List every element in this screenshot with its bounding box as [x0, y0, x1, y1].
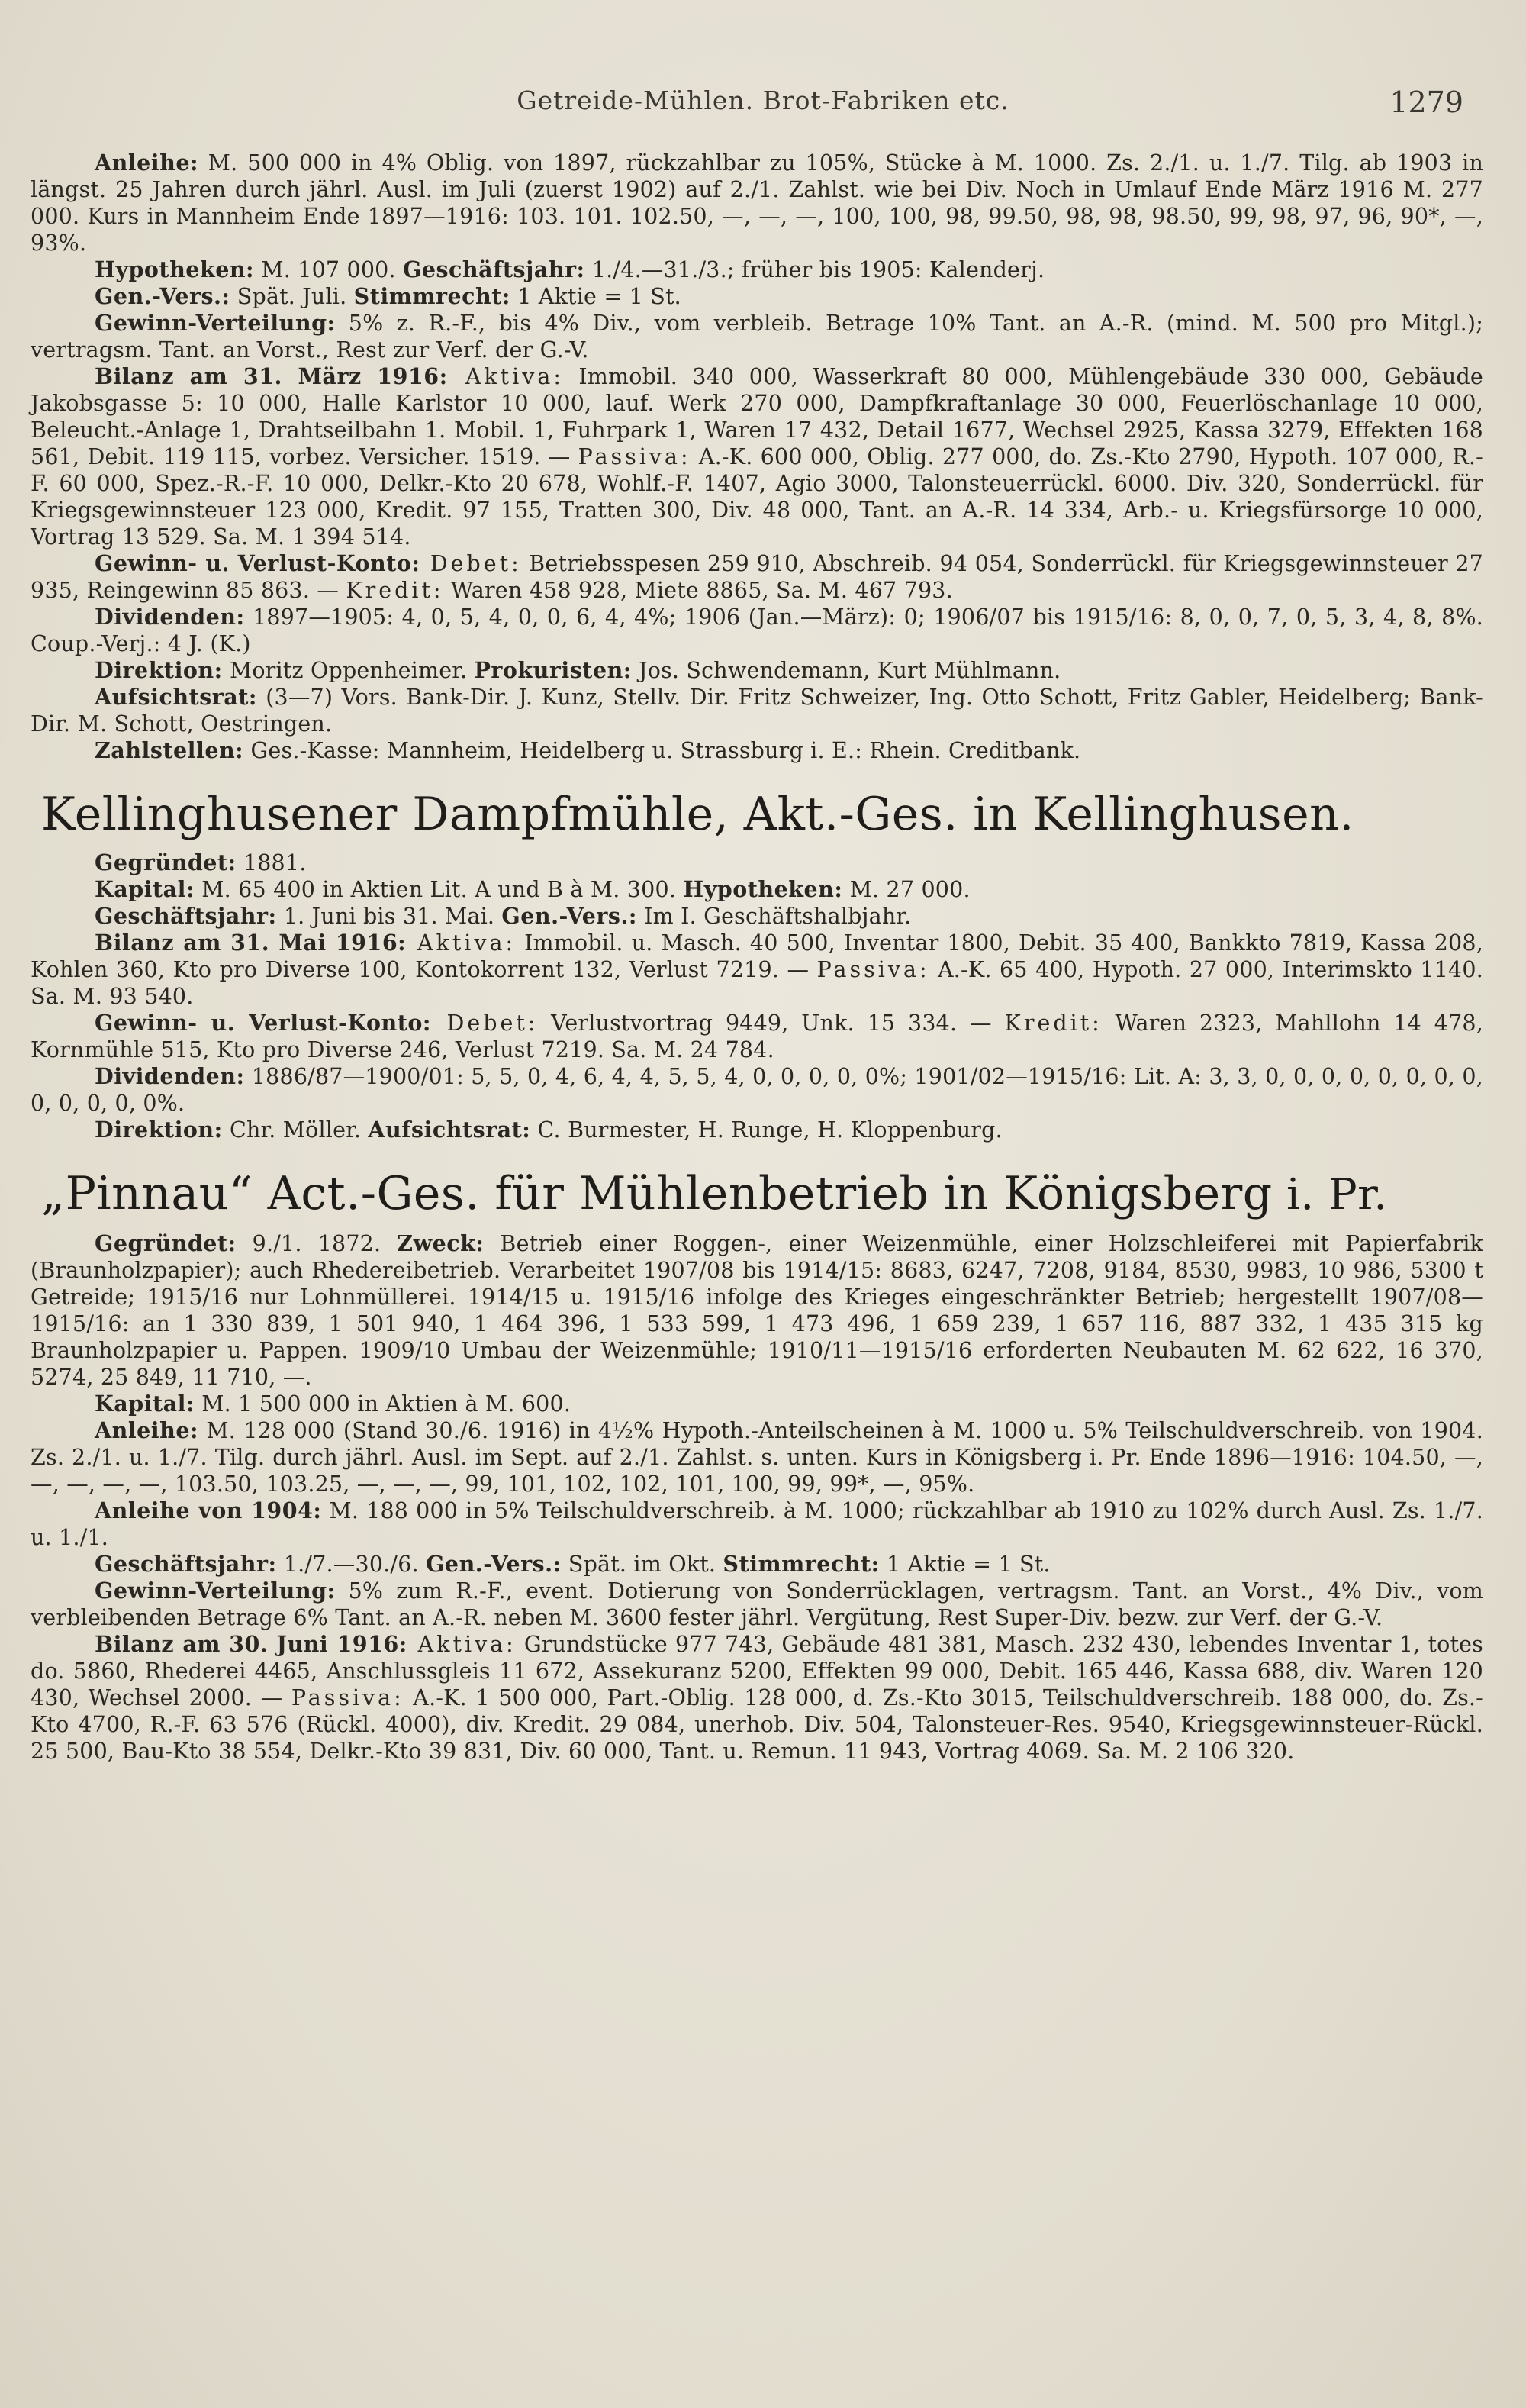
- entry-label: Zweck:: [397, 1230, 485, 1256]
- entry-text: M. 1 500 000 in Aktien à M. 600.: [194, 1391, 571, 1417]
- entry-paragraph: [31, 150, 1483, 256]
- entry-text: Betriebsspesen 259 910, Abschreib. 94 054, Sonderrückl. für Kriegsgewinnsteuer 27 935, Reingewinn 85 863. —: [31, 551, 1483, 603]
- entry-paragraph: [31, 684, 1483, 737]
- entry-text: M. 188 000 in 5% Teilschuldverschreib. à M. 1000; rückzahlbar ab 1910 zu 102% durch Ausl. Zs. 1./7. u. 1./1.: [31, 1498, 1483, 1550]
- entry-label: Bilanz am 31. März 1916:: [95, 363, 448, 389]
- entry-label: Geschäftsjahr:: [95, 1551, 277, 1577]
- entry-label: Stimmrecht:: [353, 283, 510, 309]
- entry-text: M. 107 000.: [254, 257, 404, 282]
- entry-text: Im I. Geschäftshalbjahr.: [636, 904, 912, 929]
- entry-paragraph: [31, 657, 1483, 684]
- entry-text: Grundstücke 977 743, Gebäude 481 381, Masch. 232 430, lebendes Inventar 1, totes do. 5860, Rhederei 4465, Anschlussgleis 11 672, Assekuranz 5200, Effekten 99 000, Debit. 165 446, Kassa 688, div. Waren 120 430, Wechsel 2000. —: [31, 1632, 1483, 1710]
- entry-label: Dividenden:: [95, 604, 245, 630]
- entry-text: 9./1. 1872.: [236, 1231, 398, 1256]
- entry-text: M. 500 000 in 4% Oblig. von 1897, rückzahlbar zu 105%, Stücke à M. 1000. Zs. 2./1. u. 1./7. Tilg. ab 1903 in längst. 25 Jahren durch jährl. Ausl. im Juli (zuerst 1902) auf 2./1. Zahlst. wie bei Div. Noch in Umlauf Ende März 1916 M. 277 000. Kurs in Mannheim Ende 1897—1916: 103. 101. 102.50, —, —, —, 100, 100, 98, 99.50, 98, 98, 98.50, 99, 98, 97, 96, 90*, —, 93%.: [31, 150, 1483, 256]
- entry-label: Zahlstellen:: [95, 737, 244, 763]
- spaced-label: Kredit:: [346, 578, 444, 603]
- entry-paragraph: [31, 363, 1483, 550]
- entry-label: Anleihe:: [95, 150, 198, 176]
- entry-text: Spät. im Okt.: [561, 1552, 723, 1577]
- entry-text: Waren 458 928, Miete 8865, Sa. M. 467 793.: [443, 578, 953, 603]
- entry-label: Kapital:: [95, 876, 195, 902]
- entry-text: Waren 2323, Mahllohn 14 478, Kornmühle 515, Kto pro Diverse 246, Verlust 7219. Sa. M. 24 784.: [31, 1011, 1483, 1062]
- entry-text: 5% z. R.-F., bis 4% Div., vom verbleib. Betrage 10% Tant. an A.-R. (mind. M. 500 pro Mitgl.); vertragsm. Tant. an Vorst., Rest zur Verf. der G.-V.: [31, 311, 1483, 363]
- entry-paragraph: [31, 930, 1483, 1010]
- entry-text: Verlustvortrag 9449, Unk. 15 334. —: [538, 1011, 1005, 1036]
- spaced-label: Debet:: [420, 551, 522, 576]
- company-heading-3: [41, 1166, 1483, 1223]
- spaced-label: Kredit:: [1004, 1011, 1103, 1036]
- company-name: Kellinghusener Dampfmühle, Akt.-Ges. in Kellinghusen.: [41, 788, 1354, 841]
- entry-text: Spät. Juli.: [230, 284, 354, 309]
- entry-paragraph: [31, 283, 1483, 310]
- entry-text: 1897—1905: 4, 0, 5, 4, 0, 0, 6, 4, 4%; 1906 (Jan.—März): 0; 1906/07 bis 1915/16: 8, 0, 0, 7, 0, 5, 3, 4, 8, 8%. Coup.-Verj.: 4 J. (K.): [31, 604, 1483, 656]
- page-header: [0, 85, 1526, 124]
- entry-text: Immobil. 340 000, Wasserkraft 80 000, Mühlengebäude 330 000, Gebäude Jakobsgasse 5: 10 000, Halle Karlstor 10 000, lauf. Werk 270 000, Dampfkraftanlage 30 000, Feuerlöschanlage 10 000, Beleucht.-Anlage 1, Drahtseilbahn 1. Mobil. 1, Fuhrpark 1, Waren 17 432, Detail 1677, Wechsel 2925, Kassa 3279, Effekten 168 561, Debit. 119 115, vorbez. Versicher. 1519. —: [31, 364, 1483, 469]
- entry-paragraph: [31, 256, 1483, 283]
- entry-text: A.-K. 1 500 000, Part.-Oblig. 128 000, d. Zs.-Kto 3015, Teilschuldverschreib. 188 000, do. Zs.-Kto 4700, R.-F. 63 576 (Rückl. 4000), div. Kredit. 29 084, unerhob. Div. 504, Talonsteuer-Res. 9540, Kriegsgewinnsteuer-Rückl. 25 500, Bau-Kto 38 554, Delkr.-Kto 39 831, Div. 60 000, Tant. u. Remun. 11 943, Vortrag 4069. Sa. M. 2 106 320.: [31, 1685, 1484, 1764]
- entry-text: A.-K. 600 000, Oblig. 277 000, do. Zs.-Kto 2790, Hypoth. 107 000, R.-F. 60 000, Spez.-R.-F. 10 000, Delkr.-Kto 20 678, Wohlf.-F. 1407, Agio 3000, Talonsteuerrückl. 6000. Div. 320, Sonderrückl. für Kriegsgewinnsteuer 123 000, Kredit. 97 155, Tratten 300, Div. 48 000, Tant. an A.-R. 14 334, Arb.- u. Kriegsfürsorge 10 000, Vortrag 13 529. Sa. M. 1 394 514.: [31, 444, 1484, 550]
- entry-label: Bilanz am 30. Juni 1916:: [95, 1631, 407, 1657]
- company-name-suffix: i. Pr.: [1272, 1170, 1388, 1220]
- entry-paragraph: [31, 1551, 1483, 1578]
- company-name: „Pinnau“ Act.-Ges. für Mühlenbetrieb in Königsberg: [41, 1167, 1273, 1220]
- entry-label: Direktion:: [95, 657, 223, 683]
- entry-label: Bilanz am 31. Mai 1916:: [95, 930, 407, 956]
- entry-label: Aufsichtsrat:: [95, 684, 257, 710]
- entry-paragraph: [31, 1230, 1483, 1391]
- entry-label: Gewinn-Verteilung:: [95, 310, 336, 336]
- spaced-label: Debet:: [430, 1011, 539, 1036]
- entry-text: 1 Aktie = 1 St.: [510, 284, 681, 309]
- entry-paragraph: [31, 1117, 1483, 1143]
- entry-label: Gewinn- u. Verlust-Konto:: [95, 550, 420, 576]
- entry-label: Anleihe:: [95, 1417, 198, 1443]
- entry-text: M. 128 000 (Stand 30./6. 1916) in 4½% Hypoth.-Anteilscheinen à M. 1000 u. 5% Teilschuldverschreib. von 1904. Zs. 2./1. u. 1./7. Tilg. durch jährl. Ausl. im Sept. auf 2./1. Zahlst. s. unten. Kurs in Königsberg i. Pr. Ende 1896—1916: 104.50, —, —, —, —, —, 103.50, 103.25, —, —, —, 99, 101, 102, 102, 101, 100, 99, 99*, —, 95%.: [31, 1418, 1483, 1497]
- entry-text: 1. Juni bis 31. Mai.: [276, 904, 502, 929]
- entry-label: Hypotheken:: [683, 876, 843, 902]
- entry-text: Betrieb einer Roggen-, einer Weizenmühle, einer Holzschleiferei mit Papierfabrik (Braunholzpapier); auch Rhedereibetrieb. Verarbeitet 1907/08 bis 1914/15: 8683, 6247, 7208, 9184, 8530, 9983, 10 986, 5300 t Getreide; 1915/16 nur Lohnmüllerei. 1914/15 u. 1915/16 infolge des Krieges eingeschränkter Betrieb; hergestellt 1907/08—1915/16: an 1 330 839, 1 501 940, 1 464 396, 1 533 599, 1 473 496, 1 659 239, 1 657 116, 887 332, 1 435 315 kg Braunholzpapier u. Pappen. 1909/10 Umbau der Weizenmühle; 1910/11—1915/16 erforderten Neubauten M. 62 622, 16 370, 5274, 25 849, 11 710, —.: [31, 1231, 1483, 1390]
- entry-text: Chr. Möller.: [222, 1117, 369, 1143]
- entry-text: Jos. Schwendemann, Kurt Mühlmann.: [631, 658, 1061, 683]
- spaced-label: Passiva:: [816, 957, 930, 982]
- entry-paragraph: [31, 1578, 1483, 1631]
- entry-text: 5% zum R.-F., event. Dotierung von Sonderrücklagen, vertragsm. Tant. an Vorst., 4% Div., vom verbleibenden Betrage 6% Tant. an A.-R. neben M. 3600 fester jährl. Vergütung, Rest Super-Div. bezw. zur Verf. der G.-V.: [31, 1578, 1483, 1630]
- company-section-3: [31, 1230, 1483, 1765]
- entry-label: Gen.-Vers.:: [501, 903, 637, 929]
- spaced-label: Aktiva:: [447, 364, 564, 389]
- running-title: Getreide-Mühlen. Brot-Fabriken etc.: [517, 85, 1009, 115]
- page-number: 1279: [1389, 85, 1463, 119]
- entry-label: Aufsichtsrat:: [368, 1117, 531, 1143]
- entry-text: 1 Aktie = 1 St.: [879, 1552, 1051, 1577]
- entry-paragraph: [31, 310, 1483, 363]
- entry-paragraph: [31, 1417, 1483, 1497]
- entry-text: Immobil. u. Masch. 40 500, Inventar 1800, Debit. 35 400, Bankkto 7819, Kassa 208, Kohlen 360, Kto pro Diverse 100, Kontokorrent 132, Verlust 7219. —: [31, 930, 1483, 982]
- entry-paragraph: [31, 876, 1483, 903]
- spaced-label: Passiva:: [291, 1685, 404, 1710]
- entry-paragraph: [31, 1497, 1483, 1551]
- entry-label: Dividenden:: [95, 1063, 245, 1089]
- entry-paragraph: [31, 550, 1483, 604]
- entry-label: Geschäftsjahr:: [403, 256, 585, 282]
- spaced-label: Aktiva:: [406, 930, 517, 956]
- entry-label: Gegründet:: [95, 849, 237, 875]
- company-heading-2: [41, 787, 1483, 842]
- entry-label: Hypotheken:: [95, 256, 255, 282]
- entry-paragraph: [31, 1391, 1483, 1417]
- entry-label: Gegründet:: [95, 1230, 237, 1256]
- spaced-label: Aktiva:: [407, 1632, 517, 1657]
- entry-text: (3—7) Vors. Bank-Dir. J. Kunz, Stellv. Dir. Fritz Schweizer, Ing. Otto Schott, Fritz Gabler, Heidelberg; Bank-Dir. M. Schott, Oestringen.: [31, 685, 1483, 737]
- entry-label: Gewinn- u. Verlust-Konto:: [95, 1010, 431, 1036]
- entry-paragraph: [31, 1631, 1483, 1765]
- entry-label: Prokuristen:: [474, 657, 632, 683]
- entry-label: Geschäftsjahr:: [95, 903, 277, 929]
- entry-label: Gewinn-Verteilung:: [95, 1578, 336, 1604]
- entry-label: Stimmrecht:: [723, 1551, 880, 1577]
- entry-label: Gen.-Vers.:: [95, 283, 230, 309]
- entry-paragraph: [31, 849, 1483, 876]
- entry-text: A.-K. 65 400, Hypoth. 27 000, Interimskto 1140. Sa. M. 93 540.: [31, 957, 1483, 1009]
- entry-text: 1./4.—31./3.; früher bis 1905: Kalenderj.: [584, 257, 1045, 282]
- entry-paragraph: [31, 1010, 1483, 1063]
- entry-text: 1881.: [236, 850, 307, 875]
- spaced-label: Passiva:: [578, 444, 691, 469]
- entry-label: Direktion:: [95, 1117, 223, 1143]
- entry-label: Kapital:: [95, 1391, 195, 1417]
- entry-paragraph: [31, 1063, 1483, 1117]
- entry-text: 1./7.—30./6.: [276, 1552, 427, 1577]
- page-content: [31, 150, 1483, 1765]
- company-section-2: [31, 849, 1483, 1143]
- entry-label: Gen.-Vers.:: [426, 1551, 562, 1577]
- entry-text: Moritz Oppenheimer.: [222, 658, 475, 683]
- entry-text: C. Burmester, H. Runge, H. Kloppenburg.: [530, 1117, 1003, 1143]
- entry-text: 1886/87—1900/01: 5, 5, 0, 4, 6, 4, 4, 5, 5, 4, 0, 0, 0, 0, 0%; 1901/02—1915/16: Lit. A: 3, 3, 0, 0, 0, 0, 0, 0, 0, 0, 0, 0, 0, 0, 0%.: [31, 1064, 1483, 1116]
- entry-paragraph: [31, 903, 1483, 930]
- entry-paragraph: [31, 604, 1483, 657]
- entry-text: M. 65 400 in Aktien Lit. A und B à M. 300.: [194, 877, 684, 902]
- entry-text: Ges.-Kasse: Mannheim, Heidelberg u. Strassburg i. E.: Rhein. Creditbank.: [243, 738, 1081, 763]
- entry-label: Anleihe von 1904:: [95, 1497, 322, 1523]
- company-section-1: [31, 150, 1483, 764]
- entry-text: M. 27 000.: [842, 877, 971, 902]
- entry-paragraph: [31, 737, 1483, 764]
